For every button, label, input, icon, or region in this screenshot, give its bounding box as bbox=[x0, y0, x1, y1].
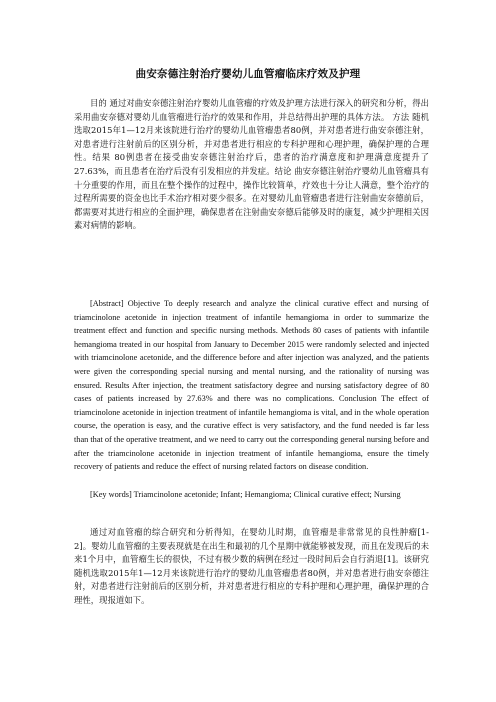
introduction-paragraph: 通过对血管瘤的综合研究和分析得知，在婴幼儿时期，血管瘤是非常常见的良性肿瘤[1-2]。婴幼儿血管瘤的主要表现就是在出生和最初的几个星期中就能够被发现，而且在发现后的未来1个月中，血管瘤生长的很快，不过有极少数的病例在经过一段时间后会自行消退[1]。该研究随机选取2015年1—12月来该院进行治疗的婴幼儿血管瘤患者80例，并对患者进行曲安奈德注射，对患者进行注射前后的区别分析，并对患者进行相应的专科护理和心理护理，确保护理的合理性，现报道如下。 bbox=[74, 527, 429, 605]
english-keywords: [Key words] Triamcinolone acetonide; Infant; Hemangioma; Clinical curative effect; Nursing bbox=[90, 490, 401, 499]
paper-title: 曲安奈德注射治疗婴幼儿血管瘤临床疗效及护理 bbox=[135, 68, 361, 80]
english-abstract: [Abstract] Objective To deeply research and analyze the clinical curative effect and nursing of triamcinolone acetonide in injection treatment of infantile hemangioma in order to summarize the treatment effect and function and specific nursing methods. Methods 80 cases of patients with infantile hemangioma treated in our hospital from January to December 2015 were randomly selected and injected with triamcinolone acetonide, and the difference before and after injection was analyzed, and the patients were given the corresponding special nursing and mental nursing, and the rationality of nursing was ensured. Results After injection, the treatment satisfactory degree and nursing satisfactory degree of 80 cases of patients increased by 27.63% and there was no complications. Conclusion The effect of triamcinolone acetonide in injection treatment of infantile hemangioma is vital, and in the whole operation course, the operation is easy, and the curative effect is very satisfactory, and the fund needed is far less than that of the operative treatment, and we need to carry out the corresponding general nursing before and after the triamcinolone acetonide in injection treatment of infantile hemangioma, ensure the timely recovery of patients and reduce the effect of nursing related factors on disease condition. bbox=[74, 299, 429, 472]
chinese-abstract: 目的 通过对曲安奈德注射治疗婴幼儿血管瘤的疗效及护理方法进行深入的研究和分析，得出采用曲安奈德对婴幼儿血管瘤进行治疗的效果和作用，并总结得出护理的具体方法。 方法 随机选取2015年1—12月来该院进行治疗的婴幼儿血管瘤患者80例，并对患者进行曲安奈德注射，对患者进行注射前后的区别分析，并对患者进行相应的专科护理和心理护理，确保护理的合理性。结果 80例患者在接受曲安奈德注射治疗后，患者的治疗满意度和护理满意度提升了27.63%，而且患者在治疗后没有引发相应的并发症。结论 曲安奈德注射治疗婴幼儿血管瘤具有十分重要的作用，而且在整个操作的过程中，操作比较简单，疗效也十分让人满意，整个治疗的过程所需要的资金也比手术治疗相对要少很多。在对婴幼儿血管瘤患者进行注射曲安奈德前后，都需要对其进行相应的全面护理，确保患者在注射曲安奈德后能够及时的康复，减少护理相关因素对病情的影响。 bbox=[74, 98, 429, 231]
